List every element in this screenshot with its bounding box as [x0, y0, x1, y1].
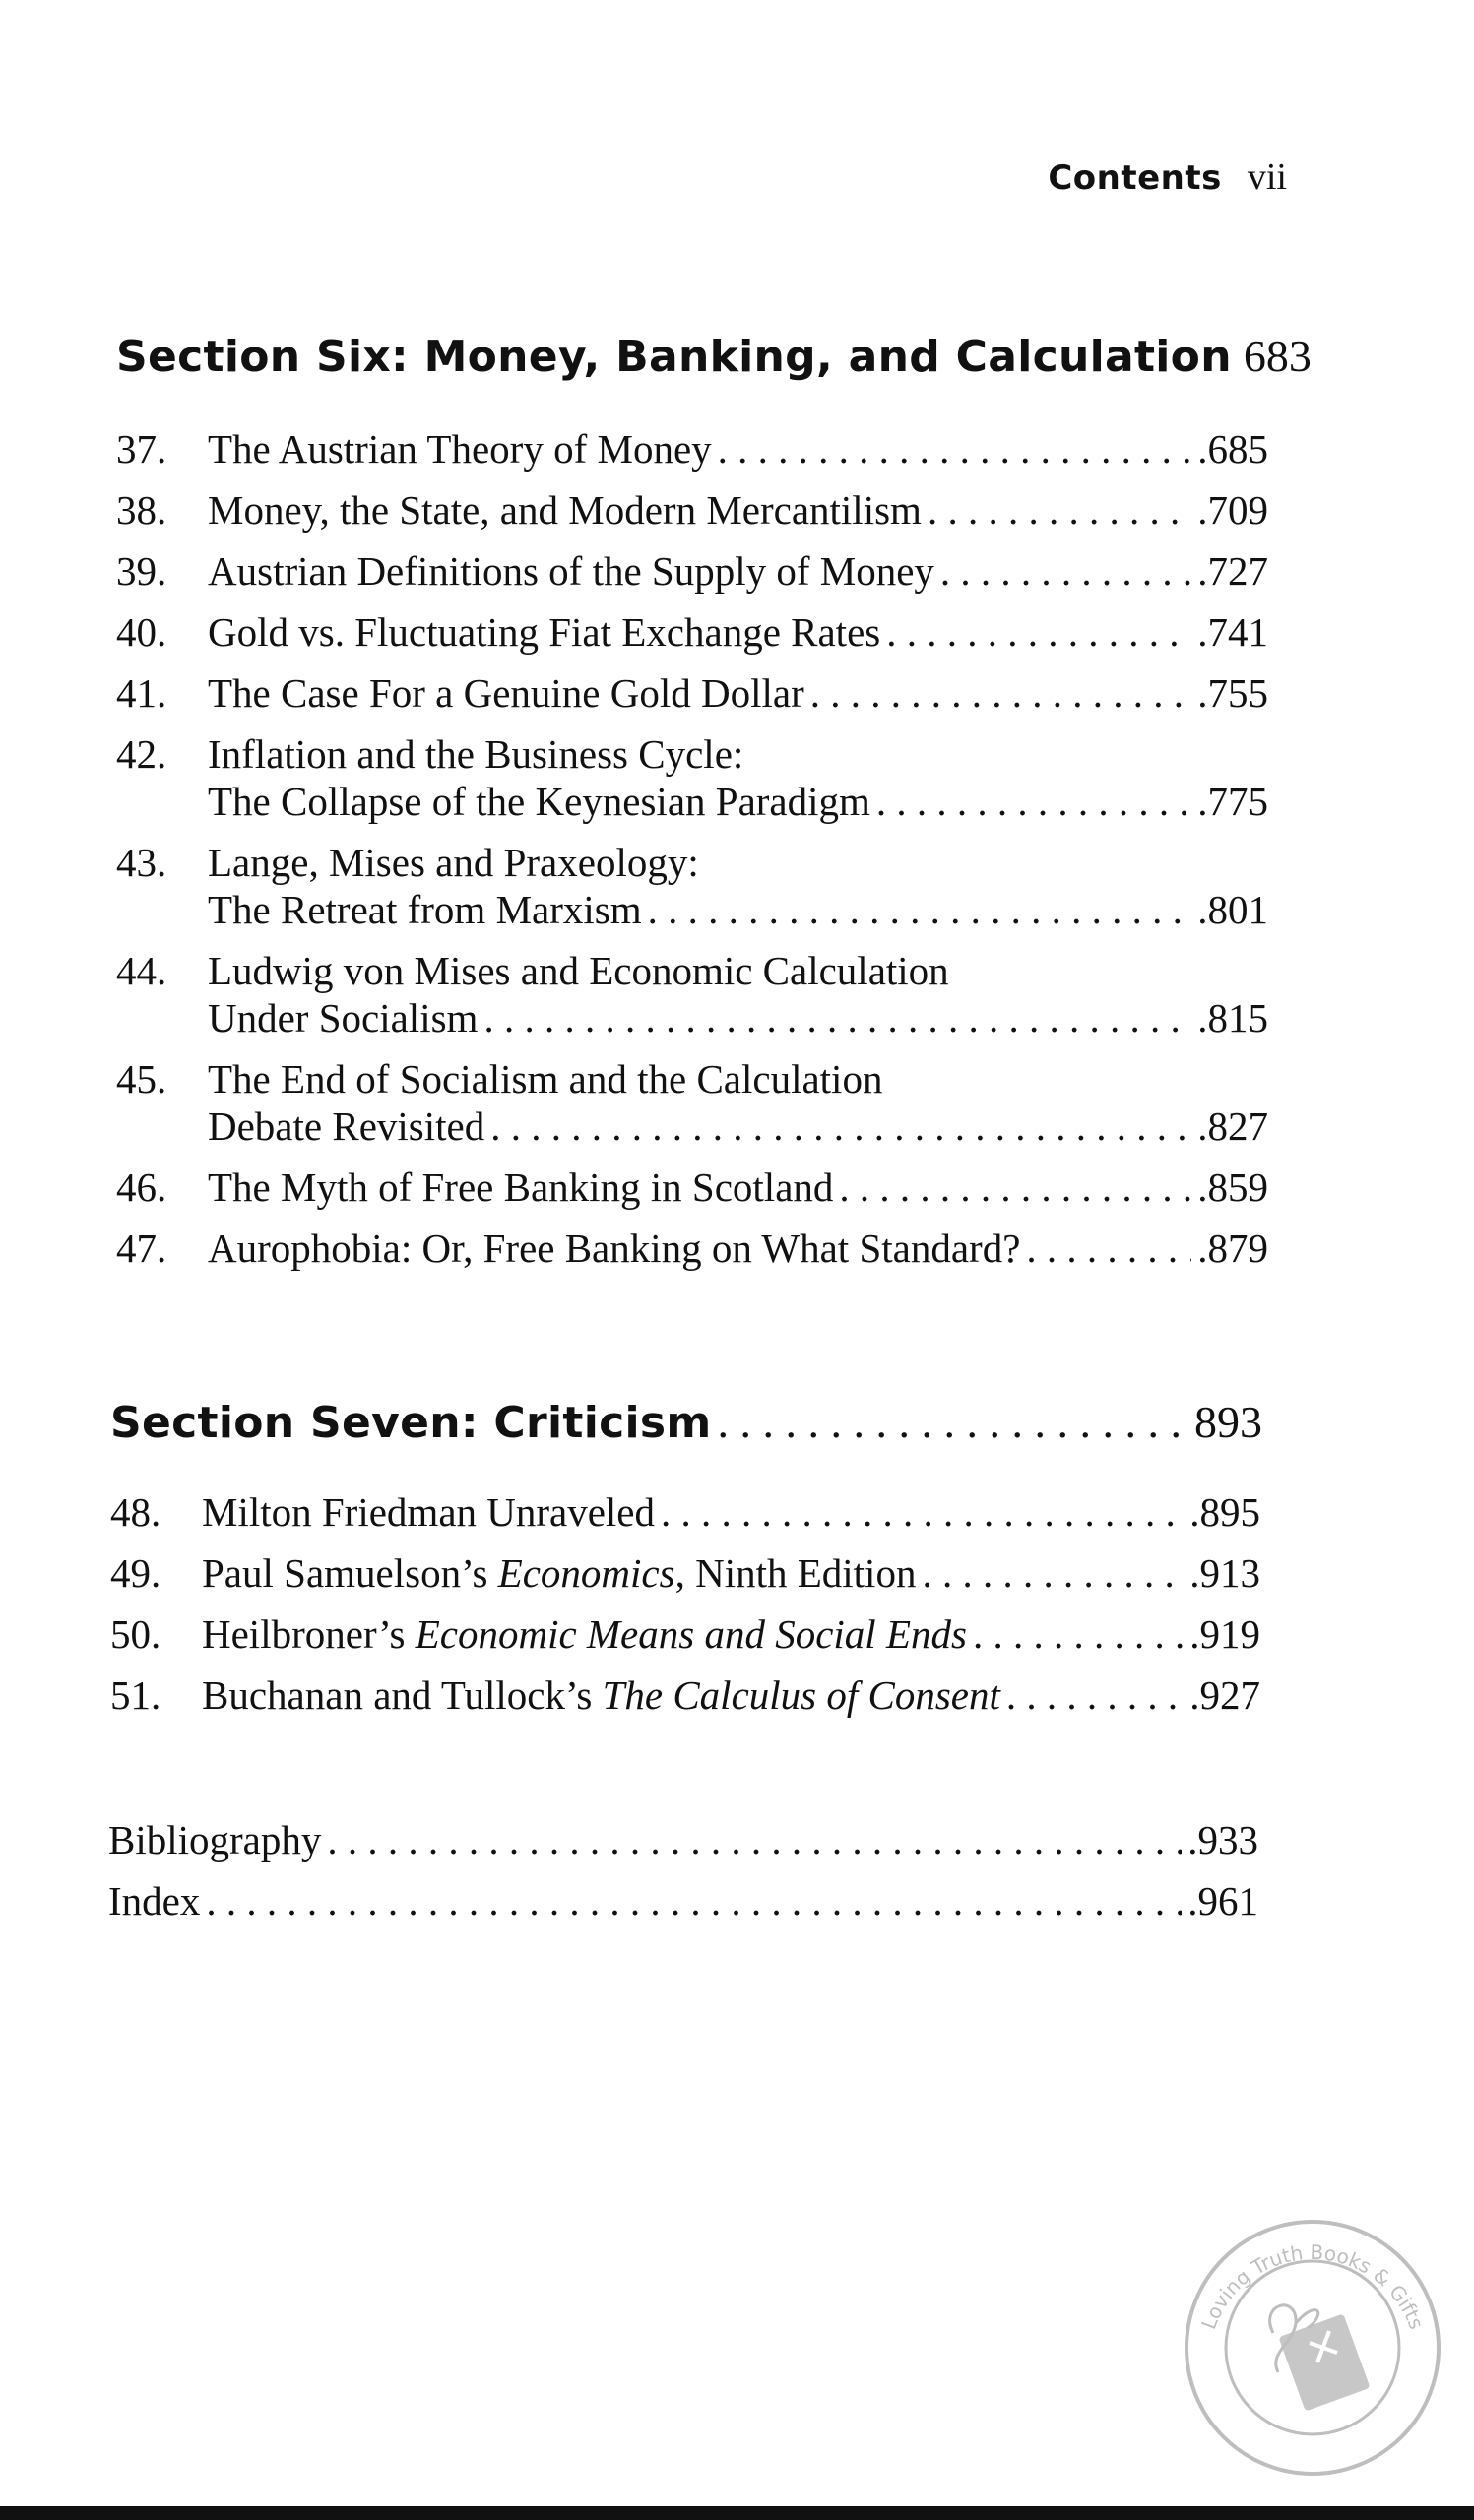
- dot-leader: [490, 1102, 1191, 1150]
- running-head-page-number: vii: [1247, 157, 1287, 198]
- dot-leader: [483, 994, 1191, 1041]
- back-matter-list: [108, 1816, 1258, 1938]
- section-page: 683: [1243, 331, 1312, 381]
- toc-entry-39[interactable]: [116, 547, 1268, 595]
- chapter-title-line2: Debate Revisited: [208, 1103, 485, 1149]
- toc-entry-45[interactable]: [116, 1055, 1268, 1150]
- toc-entry-48[interactable]: [110, 1488, 1260, 1536]
- chapter-number: 49.: [110, 1550, 161, 1596]
- chapter-page: .927: [1189, 1672, 1260, 1718]
- seal-text: Loving Truth Books & Gifts: [1196, 2239, 1429, 2333]
- chapter-title-line2: The Collapse of the Keynesian Paradigm: [208, 779, 870, 824]
- dot-leader: [876, 778, 1191, 825]
- chapter-title: Austrian Definitions of the Supply of Money: [208, 548, 934, 594]
- back-matter-title: Index: [108, 1878, 201, 1923]
- toc-entry-47[interactable]: [116, 1225, 1268, 1272]
- chapter-title: Milton Friedman Unraveled: [202, 1489, 656, 1535]
- toc-entry-43[interactable]: [116, 839, 1268, 933]
- chapter-number: 45.: [116, 1056, 167, 1102]
- toc-entry-38[interactable]: [116, 486, 1268, 534]
- dot-leader: [839, 1164, 1191, 1211]
- chapter-page: .685: [1197, 426, 1268, 472]
- section-page: 893: [1194, 1397, 1262, 1447]
- toc-entry-bibliography[interactable]: [108, 1816, 1258, 1863]
- chapter-title: Aurophobia: Or, Free Banking on What Standard?: [208, 1226, 1021, 1271]
- chapter-title-line1: Lange, Mises and Praxeology:: [208, 840, 699, 885]
- toc-entry-49[interactable]: [110, 1549, 1260, 1597]
- chapter-number: 48.: [110, 1489, 161, 1535]
- back-matter-page: .961: [1187, 1878, 1258, 1923]
- toc-entry-51[interactable]: [110, 1671, 1260, 1719]
- running-head-title: Contents: [1048, 158, 1222, 198]
- chapter-number: 42.: [116, 731, 167, 777]
- chapter-page: .879: [1197, 1226, 1268, 1271]
- toc-entry-42[interactable]: [116, 730, 1268, 825]
- chapter-number: 40.: [116, 609, 167, 655]
- dot-leader: [810, 669, 1192, 717]
- chapter-title: [202, 1549, 916, 1597]
- chapter-page: .741: [1197, 609, 1268, 655]
- title-italic: Economics: [497, 1550, 675, 1596]
- toc-entry-50[interactable]: [110, 1610, 1260, 1658]
- chapter-title-line1: Inflation and the Business Cycle:: [208, 731, 744, 777]
- toc-entry-41[interactable]: [116, 669, 1268, 717]
- chapter-title: The Myth of Free Banking in Scotland: [208, 1165, 834, 1210]
- chapter-page: .727: [1197, 548, 1268, 594]
- back-matter-title: Bibliography: [108, 1817, 322, 1862]
- title-prefix: Buchanan and Tullock’s: [202, 1672, 603, 1718]
- chapter-number: 47.: [116, 1226, 167, 1271]
- running-head: [1048, 156, 1287, 199]
- chapter-number: 41.: [116, 670, 167, 716]
- chapter-page: .755: [1197, 670, 1268, 716]
- chapter-number: 51.: [110, 1672, 161, 1718]
- title-prefix: Heilbroner’s: [202, 1611, 416, 1657]
- chapter-number: 39.: [116, 548, 167, 594]
- chapter-page: .859: [1197, 1165, 1268, 1210]
- section-title: Section Seven: Criticism: [110, 1398, 712, 1448]
- chapter-title: The Austrian Theory of Money: [208, 426, 712, 472]
- chapter-page: .775: [1197, 779, 1268, 824]
- title-prefix: Paul Samuelson’s: [202, 1550, 498, 1596]
- section-six-chapter-list: [116, 425, 1268, 1286]
- section-seven-chapter-list: [110, 1488, 1260, 1732]
- toc-entry-44[interactable]: [116, 947, 1268, 1041]
- chapter-page: .913: [1189, 1550, 1260, 1596]
- dot-leader: [922, 1549, 1184, 1597]
- chapter-page: .827: [1197, 1103, 1268, 1149]
- chapter-number: 44.: [116, 948, 167, 993]
- dot-leader: [1026, 1225, 1191, 1272]
- dot-leader: [717, 1396, 1188, 1448]
- toc-entry-40[interactable]: [116, 608, 1268, 656]
- chapter-title: The Case For a Genuine Gold Dollar: [208, 670, 804, 716]
- toc-entry-46[interactable]: [116, 1164, 1268, 1211]
- title-italic: The Calculus of Consent: [602, 1672, 1000, 1718]
- chapter-title: Gold vs. Fluctuating Fiat Exchange Rates: [208, 609, 881, 655]
- dot-leader: [206, 1877, 1182, 1924]
- dot-leader: [661, 1488, 1184, 1536]
- chapter-number: 50.: [110, 1611, 161, 1657]
- back-matter-page: .933: [1187, 1817, 1258, 1862]
- chapter-title-line2: The Retreat from Marxism: [208, 887, 642, 932]
- section-six-heading: [116, 330, 1312, 382]
- chapter-title-line1: The End of Socialism and the Calculation: [208, 1056, 883, 1102]
- chapter-number: 46.: [116, 1165, 167, 1210]
- chapter-title-line1: Ludwig von Mises and Economic Calculation: [208, 948, 949, 993]
- title-italic: Economic Means and Social Ends: [415, 1611, 967, 1657]
- dot-leader: [928, 486, 1191, 534]
- dot-leader: [886, 608, 1191, 656]
- dot-leader: [973, 1610, 1184, 1658]
- toc-entry-37[interactable]: [116, 425, 1268, 472]
- dot-leader: [1006, 1671, 1184, 1719]
- chapter-title: [202, 1671, 1000, 1719]
- dot-leader: [648, 886, 1192, 933]
- chapter-page: .801: [1197, 887, 1268, 932]
- gift-bible-icon: [1270, 2305, 1371, 2412]
- seller-seal-logo: [1180, 2215, 1445, 2481]
- chapter-number: 37.: [116, 426, 167, 472]
- toc-entry-index[interactable]: [108, 1877, 1258, 1924]
- chapter-page: .709: [1197, 487, 1268, 533]
- section-title: Section Six: Money, Banking, and Calculation: [116, 332, 1232, 382]
- dot-leader: [327, 1816, 1182, 1863]
- dot-leader: [718, 425, 1192, 472]
- chapter-page: .919: [1189, 1611, 1260, 1657]
- chapter-number: 38.: [116, 487, 167, 533]
- chapter-number: 43.: [116, 840, 167, 885]
- chapter-title: Money, the State, and Modern Mercantilism: [208, 487, 922, 533]
- chapter-page: .815: [1197, 995, 1268, 1040]
- title-suffix: , Ninth Edition: [674, 1550, 917, 1596]
- chapter-title-line2: Under Socialism: [208, 995, 479, 1040]
- section-seven-heading: [110, 1396, 1262, 1448]
- page-bottom-edge: [0, 2506, 1474, 2520]
- chapter-page: .895: [1189, 1489, 1260, 1535]
- chapter-title: [202, 1610, 967, 1658]
- dot-leader: [940, 547, 1191, 595]
